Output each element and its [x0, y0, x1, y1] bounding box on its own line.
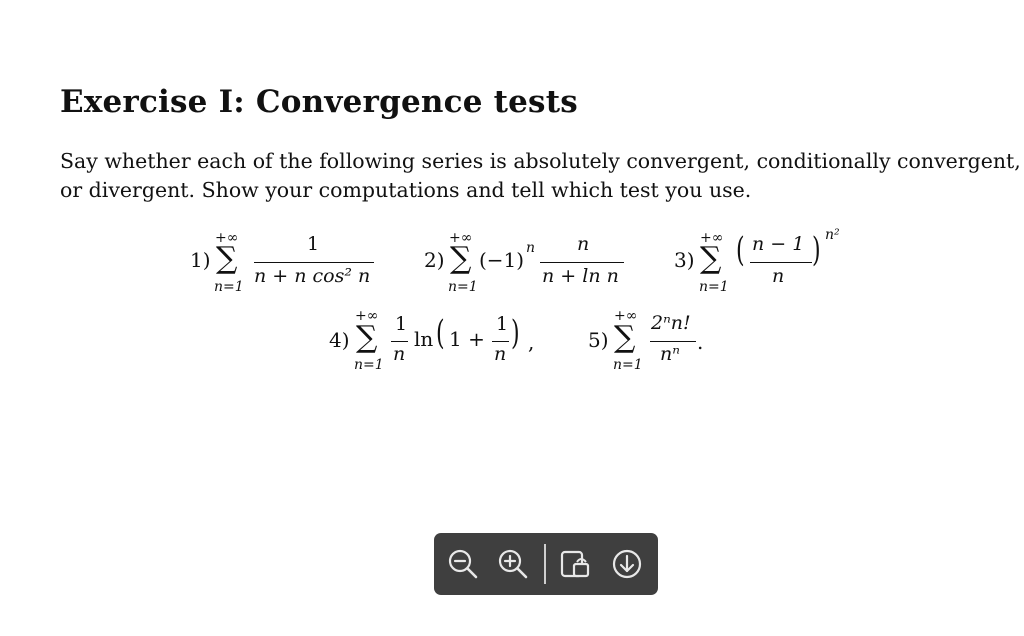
series-2-denominator: n + ln n — [542, 265, 619, 287]
rotate-button[interactable] — [558, 547, 592, 581]
series-4-right-paren: ) — [511, 313, 520, 353]
series-4-numerator: 1 — [395, 313, 408, 335]
series-5-lower-limit: n=1 — [613, 357, 643, 373]
series-4-upper-limit: +∞ — [355, 308, 379, 324]
series-2-lower-limit: n=1 — [448, 279, 478, 295]
series-4-trailing-comma: , — [528, 330, 535, 354]
series-3-denominator: n — [772, 265, 785, 287]
series-2-label: 2) — [424, 248, 445, 272]
series-5-upper-limit: +∞ — [614, 308, 638, 324]
instructions-paragraph — [60, 147, 1021, 205]
zoom-out-icon — [446, 547, 480, 581]
series-3-exponent: n² — [825, 227, 840, 243]
series-5-label: 5) — [588, 328, 609, 352]
toolbar-separator — [544, 544, 546, 584]
series-5-denominator: nⁿ — [660, 343, 680, 365]
series-5-sigma: ∑ — [614, 320, 636, 355]
zoom-in-button[interactable] — [496, 547, 530, 581]
exercise-title: Exercise I: Convergence tests — [60, 84, 578, 120]
series-2-sigma: ∑ — [450, 241, 472, 276]
series-3-sigma: ∑ — [700, 241, 722, 276]
series-4-label: 4) — [329, 328, 350, 352]
rotate-icon — [558, 547, 592, 581]
series-2-factor-exponent: n — [526, 240, 536, 256]
series-4-denominator: n — [393, 343, 406, 365]
series-4-left-paren: ( — [436, 313, 445, 353]
series-3-right-paren: ) — [812, 230, 821, 270]
download-button[interactable] — [610, 547, 644, 581]
series-2-upper-limit: +∞ — [449, 230, 473, 246]
series-1-lower-limit: n=1 — [214, 279, 244, 295]
series-4-function: ln — [414, 327, 434, 351]
series-1-denominator: n + n cos² n — [254, 265, 371, 287]
series-4-sigma: ∑ — [356, 320, 378, 355]
series-1-sigma: ∑ — [216, 241, 238, 276]
series-4-inner-denominator: n — [494, 343, 507, 365]
series-3-numerator: n − 1 — [752, 233, 805, 255]
series-2-fraction-bar — [540, 262, 624, 263]
series-4-inner-left: 1 + — [449, 327, 485, 351]
series-5-trailing-period: . — [697, 330, 704, 354]
series-3-lower-limit: n=1 — [699, 279, 729, 295]
series-3-label: 3) — [674, 248, 695, 272]
paragraph-line-1: Say whether each of the following series is absolutely convergent, conditionally convergent, — [60, 149, 1021, 173]
series-5-numerator: 2ⁿn! — [651, 312, 691, 334]
series-1-upper-limit: +∞ — [215, 230, 239, 246]
series-3-left-paren: ( — [736, 230, 745, 270]
download-icon — [610, 547, 644, 581]
paragraph-line-2: or divergent. Show your computations and tell which test you use. — [60, 178, 752, 202]
series-3-fraction-bar — [750, 262, 812, 263]
zoom-out-button[interactable] — [446, 547, 480, 581]
viewer-toolbar — [434, 533, 658, 595]
series-2-numerator: n — [577, 233, 590, 255]
series-4-inner-numerator: 1 — [496, 313, 509, 335]
series-4-lower-limit: n=1 — [354, 357, 384, 373]
series-1-fraction-bar — [254, 262, 374, 263]
series-3-upper-limit: +∞ — [700, 230, 724, 246]
zoom-in-icon — [496, 547, 530, 581]
series-2-factor: (−1) — [479, 248, 525, 272]
series-1-numerator: 1 — [307, 233, 320, 255]
series-1-label: 1) — [190, 248, 211, 272]
